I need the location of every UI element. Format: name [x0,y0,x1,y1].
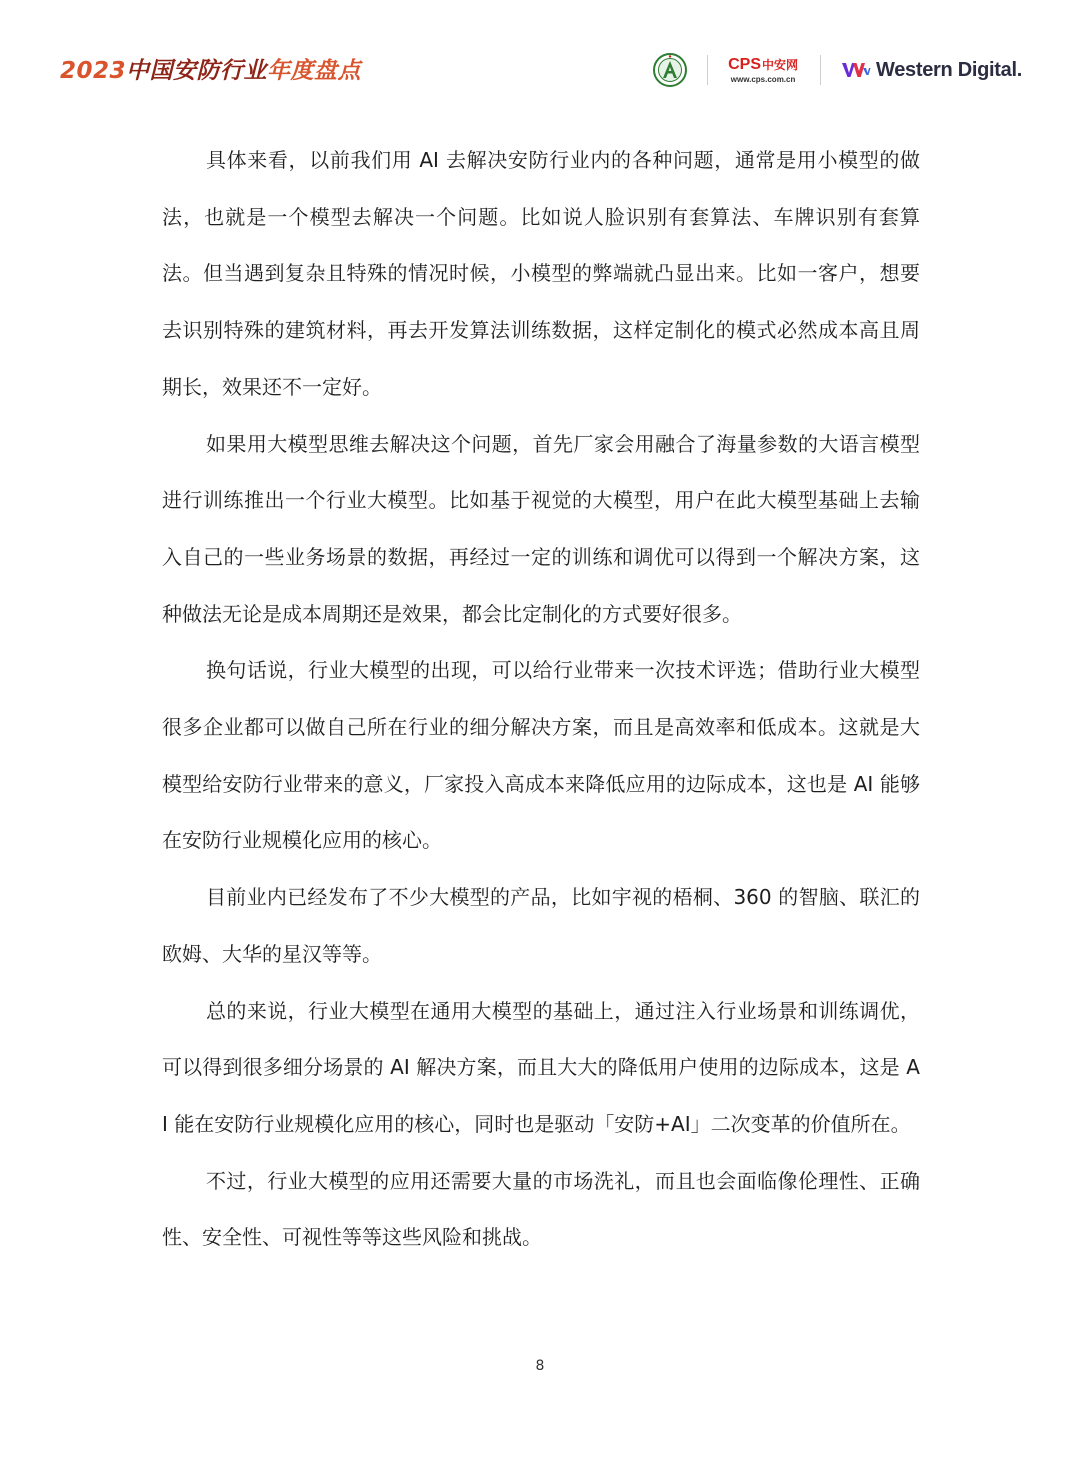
page-number: 8 [535,1358,545,1374]
paragraph: 如果用大模型思维去解决这个问题，首先厂家会用融合了海量参数的大语言模型进行训练推出一个行业大模型。比如基于视觉的大模型，用户在此大模型基础上去输入自己的一些业务场景的数据，再经过一定的训练和调优可以得到一个解决方案，这种做法无论是成本周期还是效果，都会比定制化的方式要好很多。 [162,431,920,626]
page-header [0,0,1080,110]
paragraph: 目前业内已经发布了不少大模型的产品，比如宇视的梧桐、360 的智脑、联汇的欧姆、大华的星汉等等。 [162,885,920,966]
logo-divider [820,55,821,85]
logo-divider [707,55,708,85]
western-digital-logo [841,59,1022,82]
association-seal-icon [653,53,687,87]
cps-logo-cn: 中安网 [762,57,799,72]
report-title-main: 中国安防行业 [126,58,268,84]
paragraph: 不过，行业大模型的应用还需要大量的市场洗礼，而且也会面临像伦理性、正确性、安全性、可视性等等这些风险和挑战。 [162,1168,920,1250]
partner-logos [653,48,1022,92]
report-title-accent: 年度盘点 [267,58,362,84]
paragraph: 换句话说，行业大模型的出现，可以给行业带来一次技术评选；借助行业大模型很多企业都可以做自己所在行业的细分解决方案，而且是高效率和低成本。这就是大模型给安防行业带来的意义，厂家投入高成本来降低应用的边际成本，这也是 AI 能够在安防行业规模化应用的核心。 [162,658,920,853]
report-title [60,52,361,85]
western-digital-w-icon [841,60,871,80]
cps-logo [728,57,798,84]
cps-logo-mark: CPS [728,55,761,73]
article-body [162,132,920,1266]
western-digital-name: Western Digital. [876,58,1022,81]
paragraph: 总的来说，行业大模型在通用大模型的基础上，通过注入行业场景和训练调优，可以得到很多细分场景的 AI 解决方案，而且大大的降低用户使用的边际成本，这是 AI 能在安防行业规模化应用的核心，同时也是驱动「安防+AI」二次变革的价值所在。 [162,998,920,1136]
paragraph: 具体来看，以前我们用 AI 去解决安防行业内的各种问题，通常是用小模型的做法，也就是一个模型去解决一个问题。比如说人脸识别有套算法、车牌识别有套算法。但当遇到复杂且特殊的情况时候，小模型的弊端就凸显出来。比如一客户，想要去识别特殊的建筑材料，再去开发算法训练数据，这样定制化的模式必然成本高且周期长，效果还不一定好。 [162,148,920,399]
cps-logo-url: www.cps.com.cn [730,74,796,84]
report-title-year: 2023 [60,58,127,84]
